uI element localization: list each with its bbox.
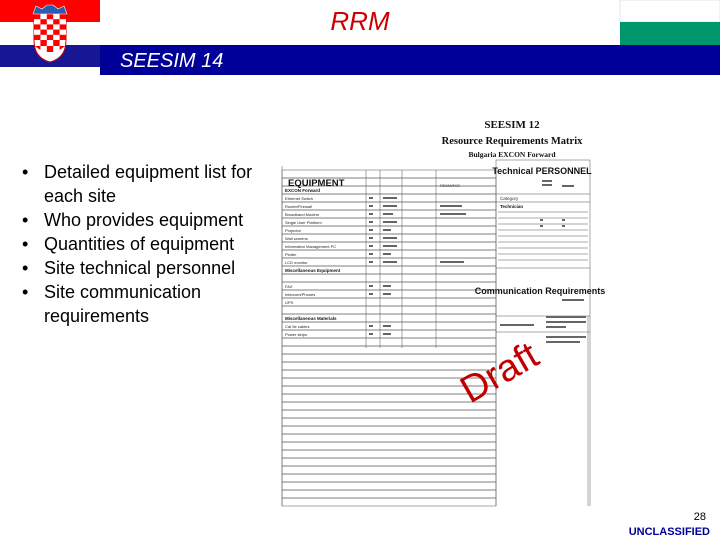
bullet-item: • Who provides equipment bbox=[22, 210, 244, 230]
equipment-row-label: Router/Firewall bbox=[285, 204, 312, 209]
technical-heading: Technical PERSONNEL bbox=[492, 166, 592, 176]
matrix-subtitle: Resource Requirements Matrix bbox=[441, 136, 583, 147]
bullet-item: • Detailed equipment list for each site bbox=[22, 162, 253, 206]
bullet-icon: • bbox=[22, 234, 29, 254]
remarks-label: REMARKS bbox=[440, 183, 460, 188]
equipment-row-label: Broadband Modem bbox=[285, 212, 320, 217]
section-label: EXCON Forward bbox=[285, 188, 321, 193]
bullet-icon: • bbox=[22, 162, 29, 182]
equipment-row-label: Wall screens bbox=[285, 236, 308, 241]
slide-title: RRM bbox=[330, 6, 390, 36]
category-label: Category bbox=[500, 196, 519, 201]
equipment-row-label: Plotter bbox=[285, 252, 297, 257]
draft-watermark: Draft bbox=[453, 334, 546, 412]
material-row-label: Cat 5e cables bbox=[285, 324, 310, 329]
matrix-title: SEESIM 12 bbox=[484, 119, 540, 131]
equipment-row-label: Projector bbox=[285, 228, 302, 233]
bullet-list bbox=[18, 160, 258, 328]
equipment-row-label: Single User Platform bbox=[285, 220, 322, 225]
classification-label: UNCLASSIFIED bbox=[628, 526, 710, 538]
misc-row-label: UPS bbox=[285, 300, 294, 305]
page-number: 28 bbox=[693, 511, 706, 523]
section-label: Miscellaneous Materials bbox=[285, 316, 337, 321]
illegible-cell-text bbox=[369, 180, 586, 343]
bullet-item: • Site technical personnel bbox=[22, 258, 236, 278]
bullet-icon: • bbox=[22, 282, 29, 302]
bullet-icon: • bbox=[22, 258, 29, 278]
equipment-row-label: LCD monitor bbox=[285, 260, 308, 265]
equipment-heading: EQUIPMENT bbox=[288, 178, 345, 189]
matrix-site: Bulgaria EXCON Forward bbox=[468, 150, 556, 159]
bullet-item: • Site communication requirements bbox=[22, 282, 202, 326]
equipment-row-label: Information Management PC bbox=[285, 244, 337, 249]
equipment-row-label: Ethernet Switch bbox=[285, 196, 314, 201]
misc-row-label: Intercom/Phones bbox=[285, 292, 316, 297]
material-row-label: Power strips bbox=[285, 332, 308, 337]
communication-heading: Communication Requirements bbox=[474, 286, 606, 296]
slide-subtitle: SEESIM 14 bbox=[120, 50, 224, 72]
bullet-item: • Quantities of equipment bbox=[22, 234, 235, 254]
technician-label: Technician bbox=[500, 204, 524, 209]
resource-requirements-matrix-image bbox=[280, 116, 606, 508]
section-label: Miscellaneous Equipment bbox=[285, 268, 341, 273]
bullet-icon: • bbox=[22, 210, 29, 230]
misc-row-label: FAX bbox=[285, 284, 293, 289]
matrix-grid bbox=[282, 160, 590, 506]
